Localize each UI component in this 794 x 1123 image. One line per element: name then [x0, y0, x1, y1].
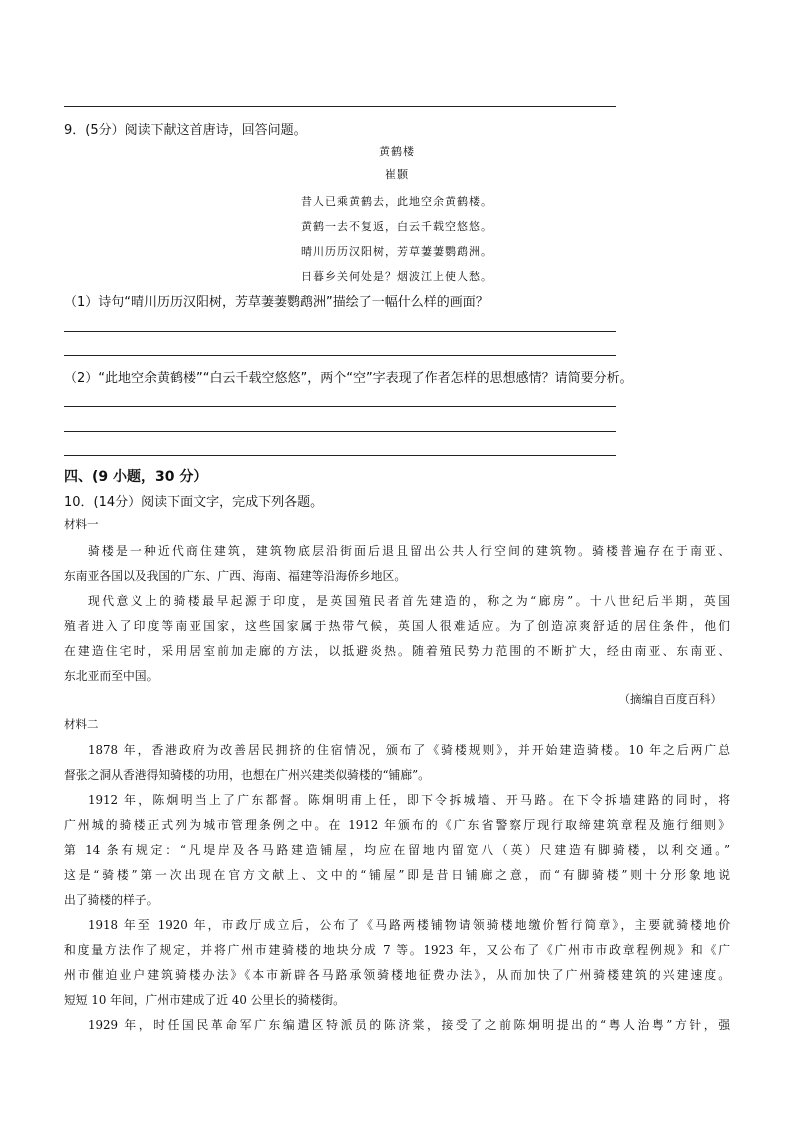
poem-title: 黄鹤楼 [379, 145, 415, 158]
section-4-title: 四、(9 小题，30 分） [64, 469, 208, 485]
material-1-source: （摘编自百度百科） [618, 692, 722, 706]
answer-line[interactable] [64, 331, 616, 332]
poem-line: 日暮乡关何处是？烟波江上使人愁。 [301, 270, 493, 283]
divider-top [64, 106, 616, 107]
poem-line: 晴川历历汉阳树，芳草萋萋鹦鹉洲。 [301, 245, 493, 258]
material-1-line: 现代意义上的骑楼最早起源于印度，是英国殖民者首先建造的，称之为“廊房”。十八世纪后半期，英国 [88, 594, 730, 608]
material-2-line: 短短 10 年间，广州市建成了近 40 公里长的骑楼街。 [64, 993, 345, 1007]
material-2-line: 广州城的骑楼正式列为城市管理条例之中。在 1912 年颁布的《广东省警察厅现行取缔建筑章程及施行细则》 [64, 818, 730, 832]
material-1-line: 殖者进入了印度等南亚国家，这些国家属于热带气候，英国人很难适应。为了创造凉爽舒适的居住条件，他们 [64, 619, 730, 633]
poem-author: 崔颢 [385, 168, 409, 181]
material-2-line: 督张之洞从香港得知骑楼的功用，也想在广州兴建类似骑楼的“铺廊”。 [64, 768, 430, 782]
question-9-title: 9．(5分）阅读下献这首唐诗，回答问题。 [64, 123, 307, 138]
material-2-line: 1918 年至 1920 年，市政厅成立后，公布了《马路两楼铺物请领骑楼地缴价暂行简章》，主要就骑楼地价 [88, 918, 730, 932]
poem-line: 黄鹤一去不复返，白云千载空悠悠。 [301, 220, 493, 233]
material-2-line: 1878 年，香港政府为改善居民拥挤的住宿情况，颁布了《骑楼规则》，并开始建造骑楼。10 年之后两广总 [88, 743, 730, 757]
material-2-line: 这是“骑楼”第一次出现在官方文献上、文中的“铺屋”即是昔日铺廊之意，而“有脚骑楼”则十分形象地说 [64, 868, 730, 882]
material-1-line: 骑楼是一种近代商住建筑，建筑物底层沿街面后退且留出公共人行空间的建筑物。骑楼普遍存在于南亚、 [88, 544, 730, 558]
material-1-line: 东北亚而至中国。 [64, 669, 159, 683]
answer-line[interactable] [64, 431, 616, 432]
sub-question-2: （2）“此地空余黄鹤楼”“白云千载空悠悠”，两个“空”字表现了作者怎样的思想感情？请简要分析。 [64, 371, 633, 386]
material-2-line: 第 14 条有规定：“凡堤岸及各马路建造铺屋，均应在留地内留宽八（英）尺建造有脚骑楼，以利交通。” [64, 843, 730, 857]
answer-line[interactable] [64, 406, 616, 407]
poem-line: 昔人已乘黄鹤去，此地空余黄鹤楼。 [301, 195, 493, 208]
material-2-line: 和度量方法作了规定，并将广州市建骑楼的地块分成 7 等。1923 年，又公布了《广州市市政章程例规》和《广 [64, 943, 730, 957]
question-10-title: 10．(14分）阅读下面文字，完成下列各题。 [64, 495, 324, 510]
material-1-line: 在建造住宅时，采用居室前加走廊的方法，以抵避炎热。随着殖民势力范围的不断扩大，经由南亚、东南亚、 [64, 644, 730, 658]
answer-line[interactable] [64, 455, 616, 456]
material-2-line: 州市催迫业户建筑骑楼办法》《本市新辟各马路承领骑楼地征费办法》，从而加快了广州骑楼建筑的兴建速度。 [64, 968, 730, 982]
material-2-line: 1929 年，时任国民革命军广东编遣区特派员的陈济棠，接受了之前陈炯明提出的“粤人治粤”方针，强 [88, 1018, 730, 1032]
material-2-label: 材料二 [64, 717, 99, 731]
answer-line[interactable] [64, 355, 616, 356]
material-1-line: 东南亚各国以及我国的广东、广西、海南、福建等沿海侨乡地区。 [64, 569, 407, 583]
sub-question-1: （1）诗句“晴川历历汉阳树，芳草萋萋鹦鹉洲”描绘了一幅什么样的画面？ [64, 295, 489, 310]
material-2-line: 出了骑楼的样子。 [64, 893, 159, 907]
material-2-line: 1912 年，陈炯明当上了广东都督。陈炯明甫上任，即下令拆城墙、开马路。在下令拆墙建路的同时，将 [88, 793, 730, 807]
material-1-label: 材料一 [64, 517, 99, 531]
